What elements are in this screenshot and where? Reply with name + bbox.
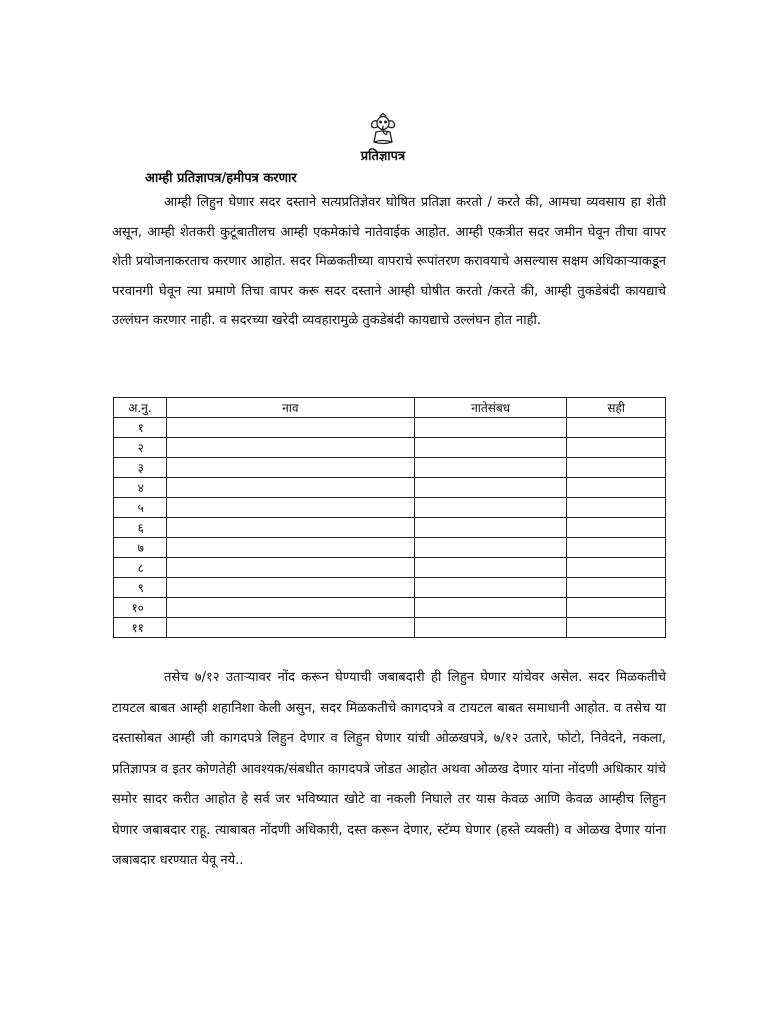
row-relation	[414, 498, 566, 518]
header-serial: अ.नु.	[114, 398, 167, 418]
row-name	[166, 578, 414, 598]
document-subtitle: आम्ही प्रतिज्ञापत्र/हमीपत्र करणार	[145, 171, 297, 186]
table-row	[114, 578, 666, 598]
row-serial: ९	[114, 578, 167, 598]
row-signature	[567, 478, 666, 498]
row-relation	[414, 478, 566, 498]
row-serial: ३	[114, 458, 167, 478]
table-row	[114, 538, 666, 558]
row-signature	[567, 458, 666, 478]
declaration-paragraph-2	[112, 663, 666, 877]
row-name	[166, 438, 414, 458]
row-name	[166, 458, 414, 478]
members-table-body	[114, 418, 666, 638]
row-serial: ४	[114, 478, 167, 498]
row-relation	[414, 458, 566, 478]
row-signature	[567, 598, 666, 618]
row-signature	[567, 418, 666, 438]
row-name	[166, 518, 414, 538]
row-signature	[567, 518, 666, 538]
table-row	[114, 458, 666, 478]
row-signature	[567, 578, 666, 598]
header-name: नाव	[166, 398, 414, 418]
row-name	[166, 598, 414, 618]
row-relation	[414, 598, 566, 618]
paragraph-2-text: तसेच ७/१२ उताऱ्यावर नोंद करून घेण्याची जबाबदारी ही लिहुन घेणार यांचेवर असेल. सदर मिळकतीचे टायटल बाबत आम्ही शहानिशा केली असुन, सदर मिळकतीचे कागदपत्रे व टायटल बाबत समाधानी आहोत. व तसेच या दस्तासोबत आम्ही जी कागदपत्रे लिहुन देणार व लिहुन घेणार यांची ओळखपत्रे, ७/१२ उतारे, फोटो, निवेदने, नकला, प्रतिज्ञापत्र व इतर कोणतेही आवश्यक/संबधीत कागदपत्रे जोडत आहोत अथवा ओळख देणार यांना नोंदणी अधिकार यांचे समोर सादर करीत आहोत हे सर्व जर भविष्यात खोटे वा नकली निघाले तर यास केवळ आणि केवळ आम्हीच लिहुन घेणार जबाबदार राहू. त्याबाबत नोंदणी अधिकारी, दस्त करून देणार, स्टॅम्प घेणार (हस्ते व्यक्ती) व ओळख देणार यांना जबाबदार धरण्यात येवू नये..	[112, 670, 666, 868]
table-row	[114, 558, 666, 578]
row-serial: ११	[114, 618, 167, 638]
table-row	[114, 598, 666, 618]
table-header-row	[114, 398, 666, 418]
row-serial: ८	[114, 558, 167, 578]
ganesha-icon	[366, 112, 400, 146]
row-serial: ६	[114, 518, 167, 538]
table-row	[114, 478, 666, 498]
row-name	[166, 558, 414, 578]
row-signature	[567, 438, 666, 458]
row-relation	[414, 558, 566, 578]
table-row	[114, 418, 666, 438]
row-serial: ५	[114, 498, 167, 518]
header-relation: नातेसंबध	[414, 398, 566, 418]
row-relation	[414, 578, 566, 598]
table-row	[114, 438, 666, 458]
row-relation	[414, 438, 566, 458]
row-serial: ७	[114, 538, 167, 558]
table-row	[114, 618, 666, 638]
row-name	[166, 418, 414, 438]
row-relation	[414, 538, 566, 558]
row-relation	[414, 418, 566, 438]
row-signature	[567, 558, 666, 578]
row-signature	[567, 538, 666, 558]
row-signature	[567, 618, 666, 638]
table-row	[114, 518, 666, 538]
document-title: प्रतिज्ञापत्र	[360, 149, 406, 164]
declaration-paragraph-1	[112, 188, 666, 336]
row-serial: २	[114, 438, 167, 458]
row-serial: १०	[114, 598, 167, 618]
row-name	[166, 538, 414, 558]
row-relation	[414, 618, 566, 638]
header-signature: सही	[567, 398, 666, 418]
table-row	[114, 498, 666, 518]
paragraph-1-text: आम्ही लिहुन घेणार सदर दस्ताने सत्यप्रतिज्ञेवर घोषित प्रतिज्ञा करतो / करते की, आमचा व्यवसाय हा शेती असून, आम्ही शेतकरी कुटूंबातीलच आम्ही एकमेकांचे नातेवाईक आहोत. आम्ही एकत्रीत सदर जमीन घेवून तीचा वापर शेती प्रयोजनाकरताच करणार आहोत. सदर मिळकतीच्या वापराचे रूपांतरण करावयाचे असल्यास सक्षम अधिकाऱ्याकडून परवानगी घेवून त्या प्रमाणे तिचा वापर करू सदर दस्ताने आम्ही घोषीत करतो /करते की, आम्ही तुकडेबंदी कायद्याचे उल्लंघन करणार नाही. व सदरच्या खरेदी व्यवहारामुळे तुकडेबंदी कायद्याचे उल्लंघन होत नाही.	[112, 195, 666, 328]
row-name	[166, 478, 414, 498]
row-serial: १	[114, 418, 167, 438]
row-name	[166, 498, 414, 518]
row-signature	[567, 498, 666, 518]
members-table	[113, 397, 666, 638]
row-relation	[414, 518, 566, 538]
row-name	[166, 618, 414, 638]
